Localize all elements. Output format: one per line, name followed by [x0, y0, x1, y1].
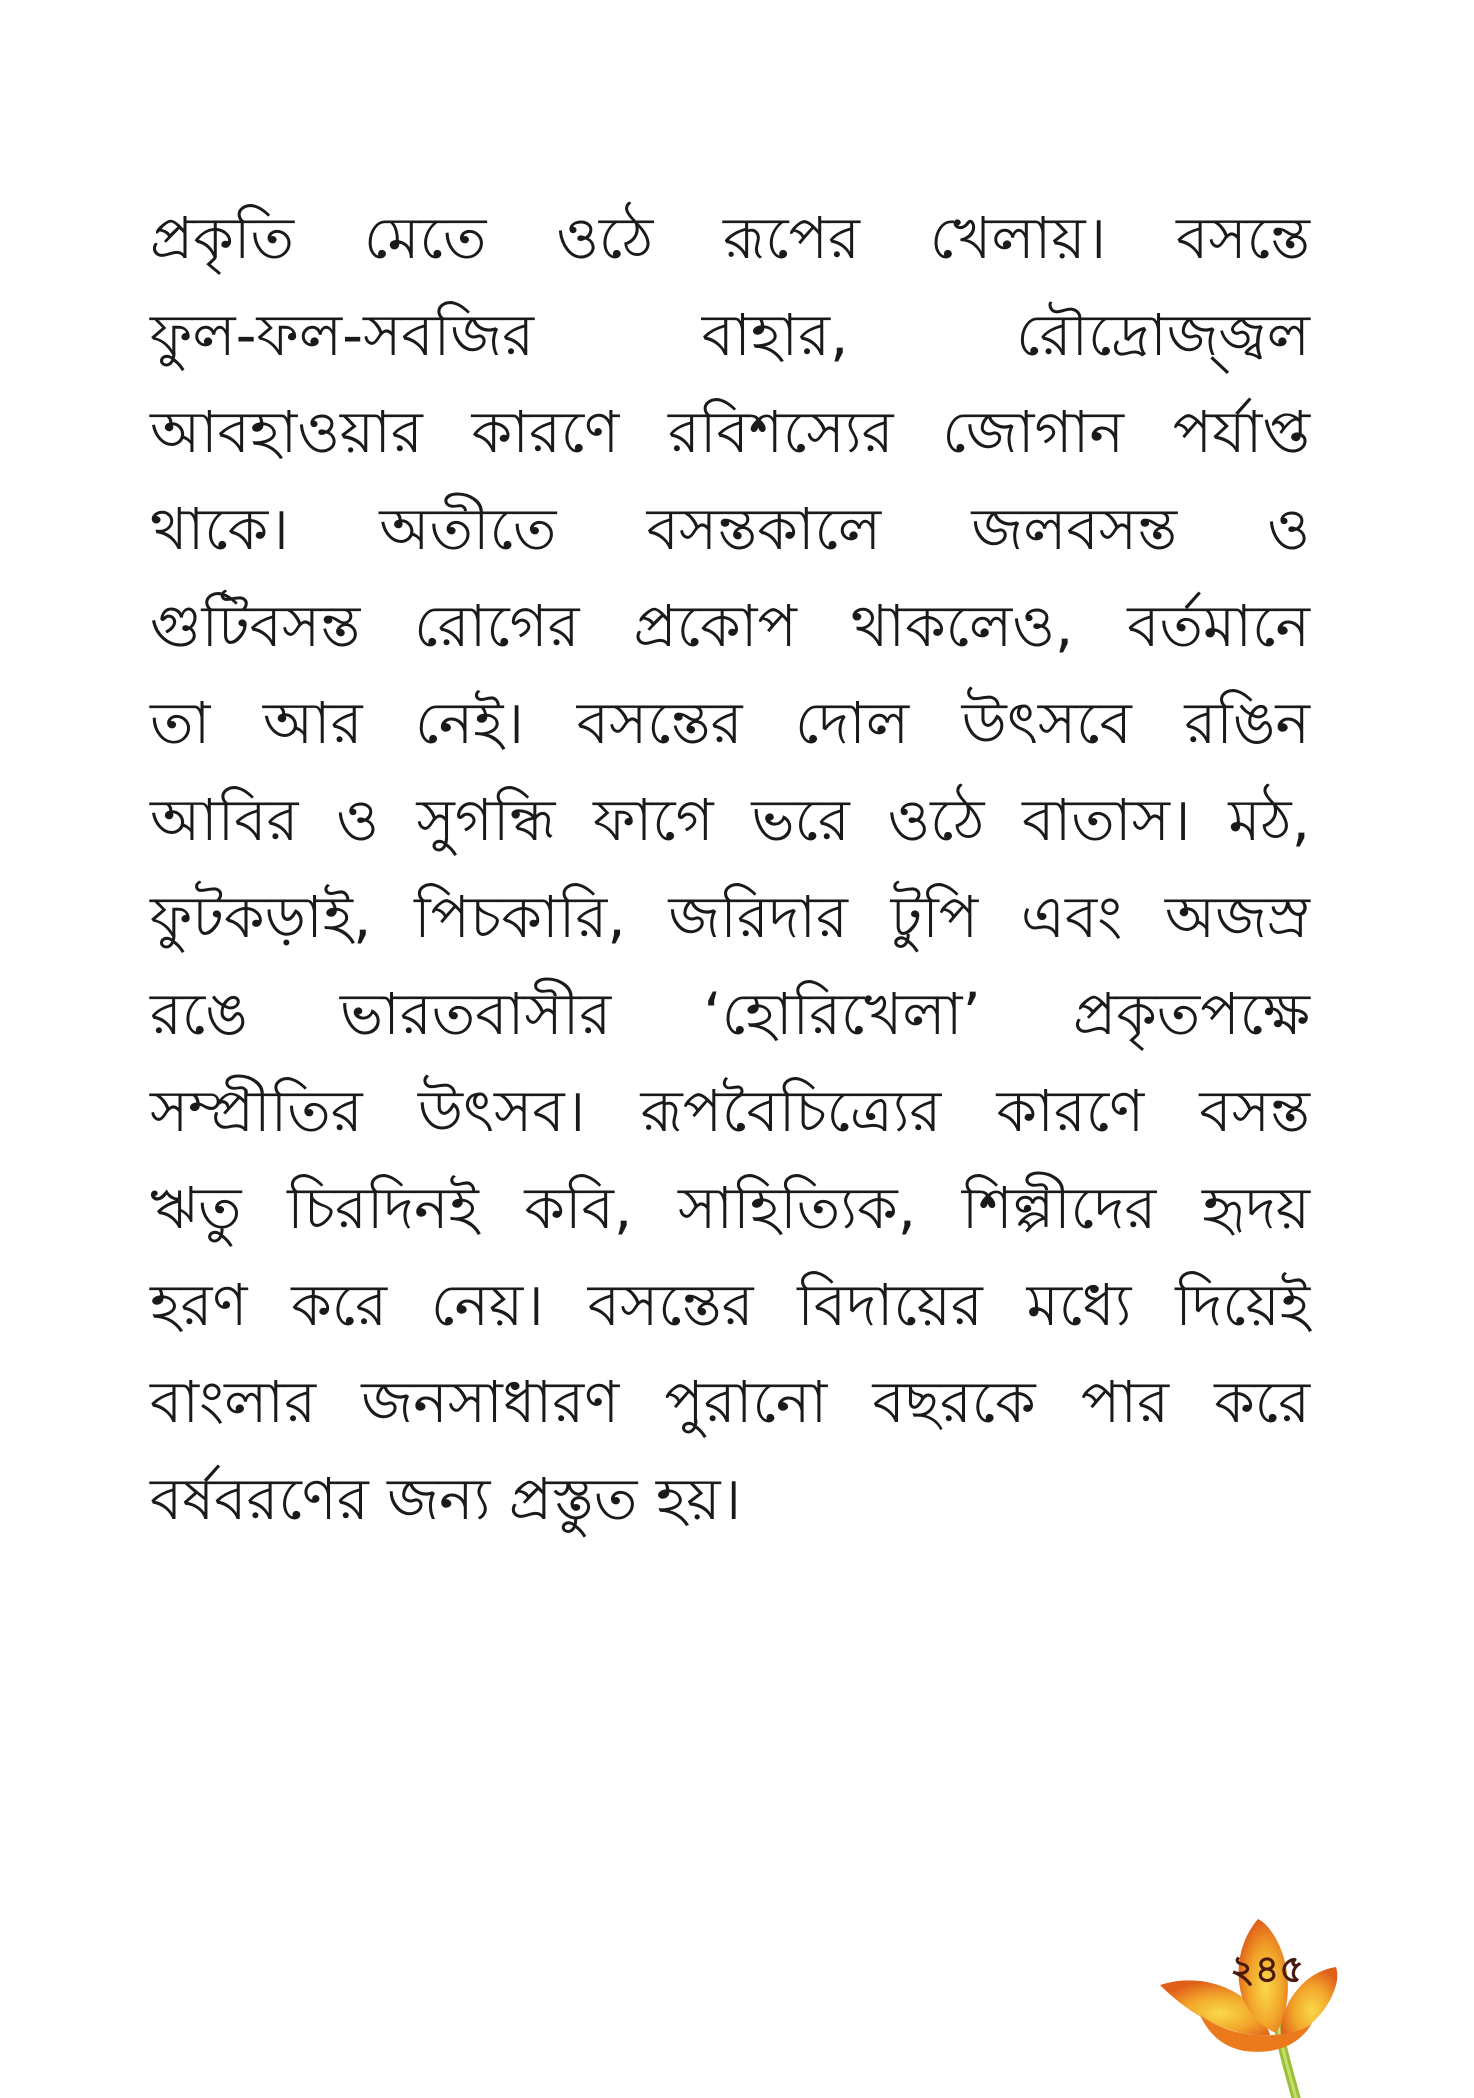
text-line: ফুল-ফল-সবজির বাহার, রৌদ্রোজ্জ্বল	[150, 301, 1310, 369]
text-line: সম্প্রীতির উৎসব। রূপবৈচিত্র্যের কারণে বসন্ত	[150, 1077, 1310, 1145]
text-line: বর্ষবরণের জন্য প্রস্তুত হয়।	[150, 1465, 742, 1533]
text-line: ফুটকড়াই, পিচকারি, জরিদার টুপি এবং অজস্র	[150, 883, 1310, 951]
flower-icon	[1150, 1915, 1340, 2098]
text-line: আবির ও সুগন্ধি ফাগে ভরে ওঠে বাতাস। মঠ,	[150, 786, 1310, 854]
text-line: গুটিবসন্ত রোগের প্রকোপ থাকলেও, বর্তমানে	[150, 592, 1310, 660]
text-line: প্রকৃতি মেতে ওঠে রূপের খেলায়। বসন্তে	[150, 204, 1310, 272]
page-number: ২৪৫	[1229, 1947, 1305, 1991]
text-line: রঙে ভারতবাসীর ‘হোরিখেলা’ প্রকৃতপক্ষে	[150, 980, 1310, 1048]
text-line: তা আর নেই। বসন্তের দোল উৎসবে রঙিন	[150, 689, 1310, 757]
text-line: ঋতু চিরদিনই কবি, সাহিত্যিক, শিল্পীদের হৃদয়	[150, 1174, 1310, 1242]
text-line: বাংলার জনসাধারণ পুরানো বছরকে পার করে	[150, 1368, 1310, 1436]
body-text	[150, 190, 1310, 1548]
text-line: হরণ করে নেয়। বসন্তের বিদায়ের মধ্যে দিয়েই	[150, 1271, 1310, 1339]
text-line: আবহাওয়ার কারণে রবিশস্যের জোগান পর্যাপ্ত	[150, 398, 1310, 466]
text-line: থাকে। অতীতে বসন্তকালে জলবসন্ত ও	[150, 495, 1310, 563]
